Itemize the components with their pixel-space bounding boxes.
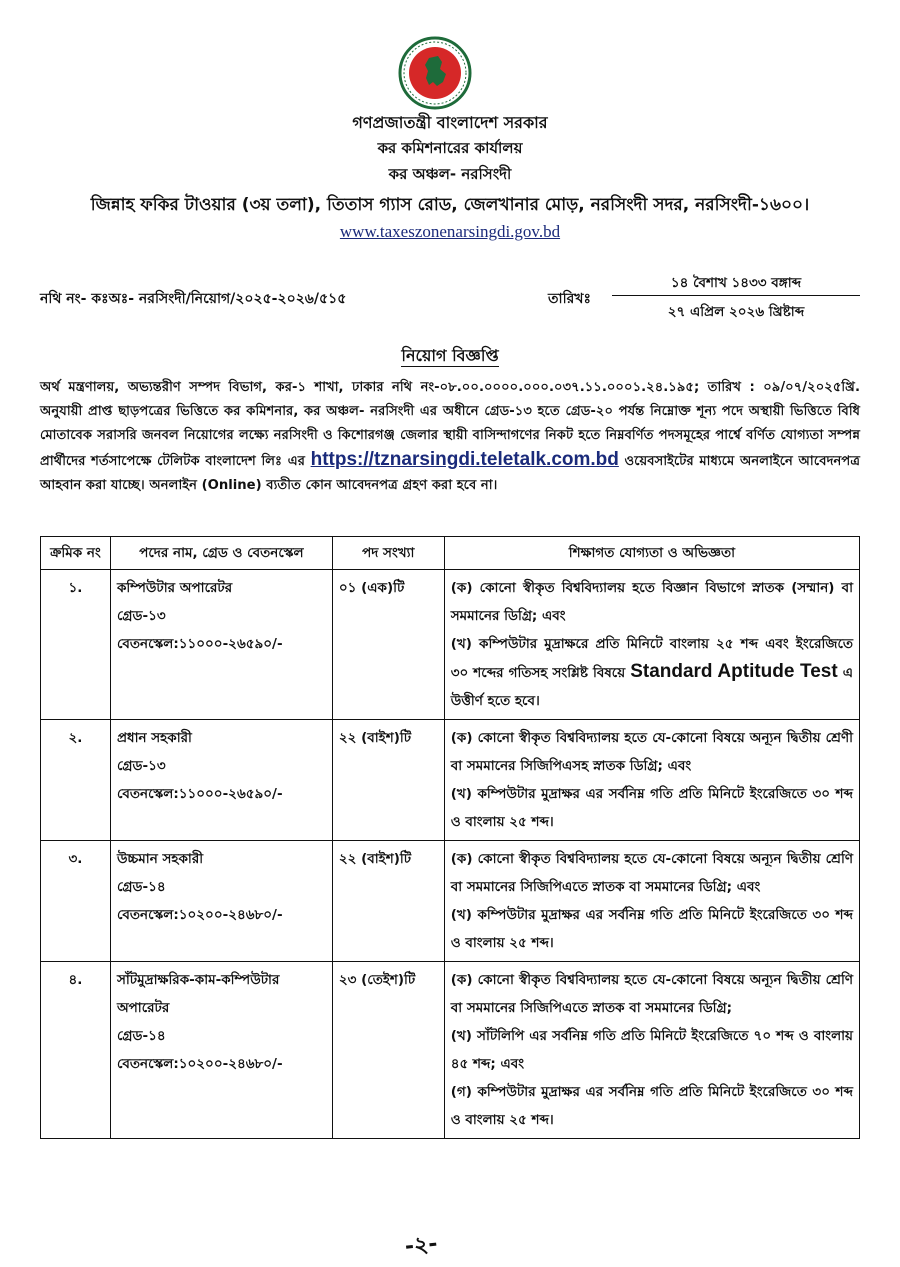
page-number: -২-: [403, 1231, 439, 1260]
qualification-item: (ক) কোনো স্বীকৃত বিশ্ববিদ্যালয় হতে যে-কোনো বিষয়ে অন্যূন দ্বিতীয় শ্রেণি বা সমমানের সিজিপিএতে স্নাতক বা সমমানের ডিগ্রি;: [450, 972, 853, 1016]
header-website-link[interactable]: www.taxeszonenarsingdi.gov.bd: [339, 222, 561, 241]
post-scale: বেতনস্কেল:১১০০০-২৬৫৯০/-: [116, 786, 283, 802]
qualification-text: (খ) কম্পিউটার মুদ্রাক্ষরে প্রতি মিনিটে বাংলায় ২৫ শব্দ এবং ইংরেজিতে ৩০ শব্দের গতিসহ সংশ্লিষ্ট বিষয়ে: [450, 636, 853, 681]
count-cell: ২৩ (তেইশ)টি: [332, 962, 444, 1139]
post-scale: বেতনস্কেল:১১০০০-২৬৫৯০/-: [116, 636, 283, 652]
qualification-cell: [444, 962, 859, 1139]
qualification-item: (ক) কোনো স্বীকৃত বিশ্ববিদ্যালয় হতে বিজ্ঞান বিভাগে স্নাতক (সম্মান) বা সমমানের ডিগ্রি; এবং: [450, 580, 853, 624]
date-divider: [612, 295, 860, 296]
serial-cell: ৩.: [41, 841, 111, 962]
qualification-cell: [444, 570, 859, 720]
table-row: [41, 570, 860, 720]
qualification-cell: [444, 720, 859, 841]
intro-text-2: ওয়েবসাইটের মাধ্যমে অনলাইনে আবেদনপত্র আহবান করা যাচ্ছে। অনলাইন (Online) ব্যতীত কোন আবেদনপত্র গ্রহণ করা হবে না।: [40, 454, 861, 493]
post-scale: বেতনস্কেল:১০২০০-২৪৬৮০/-: [116, 1056, 283, 1072]
notice-title-text: নিয়োগ বিজ্ঞপ্তি: [401, 346, 499, 365]
vacancy-table: [40, 536, 860, 1139]
table-row: [41, 720, 860, 841]
memo-number: নথি নং- কঃঅঃ- নরসিংদী/নিয়োগ/২০২৫-২০২৬/৫১৫: [40, 291, 347, 307]
post-cell: [110, 841, 332, 962]
post-scale: বেতনস্কেল:১০২০০-২৪৬৮০/-: [116, 907, 283, 923]
post-grade: গ্রেড-১৩: [116, 758, 166, 774]
qualification-item: [451, 630, 853, 715]
serial-cell: ১.: [41, 570, 111, 720]
count-cell: ২২ (বাইশ)টি: [332, 841, 444, 962]
post-name: প্রধান সহকারী: [116, 730, 192, 746]
col-header-serial: ক্রমিক নং: [41, 537, 111, 570]
notice-title: [0, 343, 900, 370]
header-zone: কর অঞ্চল- নরসিংদী: [388, 165, 512, 183]
date-label: তারিখঃ: [548, 291, 591, 307]
post-grade: গ্রেড-১৪: [116, 1028, 166, 1044]
date-bangla: ১৪ বৈশাখ ১৪৩৩ বঙ্গাব্দ: [670, 275, 802, 291]
qualification-item: (গ) কম্পিউটার মুদ্রাক্ষর এর সর্বনিম্ন গতি প্রতি মিনিটে ইংরেজিতে ৩০ শব্দ ও বাংলায় ২৫ শব্দ।: [450, 1084, 853, 1128]
date-english: ২৭ এপ্রিল ২০২৬ খ্রিষ্টাব্দ: [667, 304, 805, 320]
header-office: কর কমিশনারের কার্যালয়: [377, 139, 523, 157]
table-row: [41, 841, 860, 962]
qualification-item: (খ) কম্পিউটার মুদ্রাক্ষর এর সর্বনিম্ন গতি প্রতি মিনিটে ইংরেজিতে ৩০ শব্দ ও বাংলায় ২৫ শব্দ।: [450, 786, 853, 830]
qualification-cell: [444, 841, 859, 962]
table-row: [41, 962, 860, 1139]
post-cell: [110, 570, 332, 720]
count-cell: ০১ (এক)টি: [332, 570, 444, 720]
qualification-test-name: Standard Aptitude Test: [630, 661, 838, 682]
application-link[interactable]: https://tznarsingdi.teletalk.com.bd: [310, 449, 619, 470]
header-address: জিন্নাহ ফকির টাওয়ার (৩য় তলা), তিতাস গ্যাস রোড, জেলখানার মোড়, নরসিংদী সদর, নরসিংদী-১৬০০।: [90, 195, 810, 215]
serial-cell: ৪.: [41, 962, 111, 1139]
qualification-item: (ক) কোনো স্বীকৃত বিশ্ববিদ্যালয় হতে যে-কোনো বিষয়ে অন্যূন দ্বিতীয় শ্রেণী বা সমমানের সিজিপিএসহ স্নাতক ডিগ্রি; এবং: [450, 730, 853, 774]
col-header-qualification: শিক্ষাগত যোগ্যতা ও অভিজ্ঞতা: [444, 537, 859, 570]
government-seal: [398, 36, 472, 110]
table-header-row: [41, 537, 860, 570]
col-header-count: পদ সংখ্যা: [332, 537, 444, 570]
post-name: কম্পিউটার অপারেটর: [116, 580, 233, 596]
qualification-item: (খ) কম্পিউটার মুদ্রাক্ষর এর সর্বনিম্ন গতি প্রতি মিনিটে ইংরেজিতে ৩০ শব্দ ও বাংলায় ২৫ শব্দ।: [450, 907, 853, 951]
qualification-item: (খ) সাঁটলিপি এর সর্বনিম্ন গতি প্রতি মিনিটে ইংরেজিতে ৭০ শব্দ ও বাংলায় ৪৫ শব্দ; এবং: [450, 1028, 853, 1072]
serial-cell: ২.: [41, 720, 111, 841]
post-cell: [110, 720, 332, 841]
header-government: গণপ্রজাতন্ত্রী বাংলাদেশ সরকার: [352, 113, 548, 132]
post-grade: গ্রেড-১৩: [116, 608, 166, 624]
qualification-tail: এ উত্তীর্ণ হতে হবে।: [450, 665, 853, 709]
post-name: সাঁটমুদ্রাক্ষরিক-কাম-কম্পিউটার অপারেটর: [116, 972, 280, 1016]
intro-text-1: অর্থ মন্ত্রণালয়, অভ্যন্তরীণ সম্পদ বিভাগ, কর-১ শাখা, ঢাকার নথি নং-০৮.০০.০০০০.০০০.০৩৭.১১.০০০১.২৪.১৯৫; তারিখ : ০৯/০৭/২০২৫খ্রি. অনুযায়ী প্রাপ্ত ছাড়পত্রের ভিত্তিতে কর কমিশনার, কর অঞ্চল- নরসিংদী এর অধীনে গ্রেড-১৩ হতে গ্রেড-২০ পর্যন্ত নিম্নোক্ত শূন্য পদে অস্থায়ী ভিত্তিতে বিধি মোতাবেক সরাসরি জনবল নিয়োগের লক্ষ্যে নরসিংদী ও কিশোরগঞ্জ জেলার স্থায়ী বাসিন্দাগণের নিকট হতে নিম্নবর্ণিত পদসমূহের পার্শ্বে বর্ণিত যোগ্যতা সম্পন্ন প্রার্থীদের শর্তসাপেক্ষে টেলিটক বাংলাদেশ লিঃ এর: [40, 380, 860, 469]
post-grade: গ্রেড-১৪: [116, 879, 166, 895]
col-header-post: পদের নাম, গ্রেড ও বেতনস্কেল: [110, 537, 332, 570]
intro-paragraph: [40, 376, 860, 498]
post-name: উচ্চমান সহকারী: [116, 851, 204, 867]
post-cell: [110, 962, 332, 1139]
count-cell: ২২ (বাইশ)টি: [332, 720, 444, 841]
qualification-item: (ক) কোনো স্বীকৃত বিশ্ববিদ্যালয় হতে যে-কোনো বিষয়ে অন্যূন দ্বিতীয় শ্রেণি বা সমমানের সিজিপিএতে স্নাতক বা সমমানের ডিগ্রি; এবং: [450, 851, 853, 895]
